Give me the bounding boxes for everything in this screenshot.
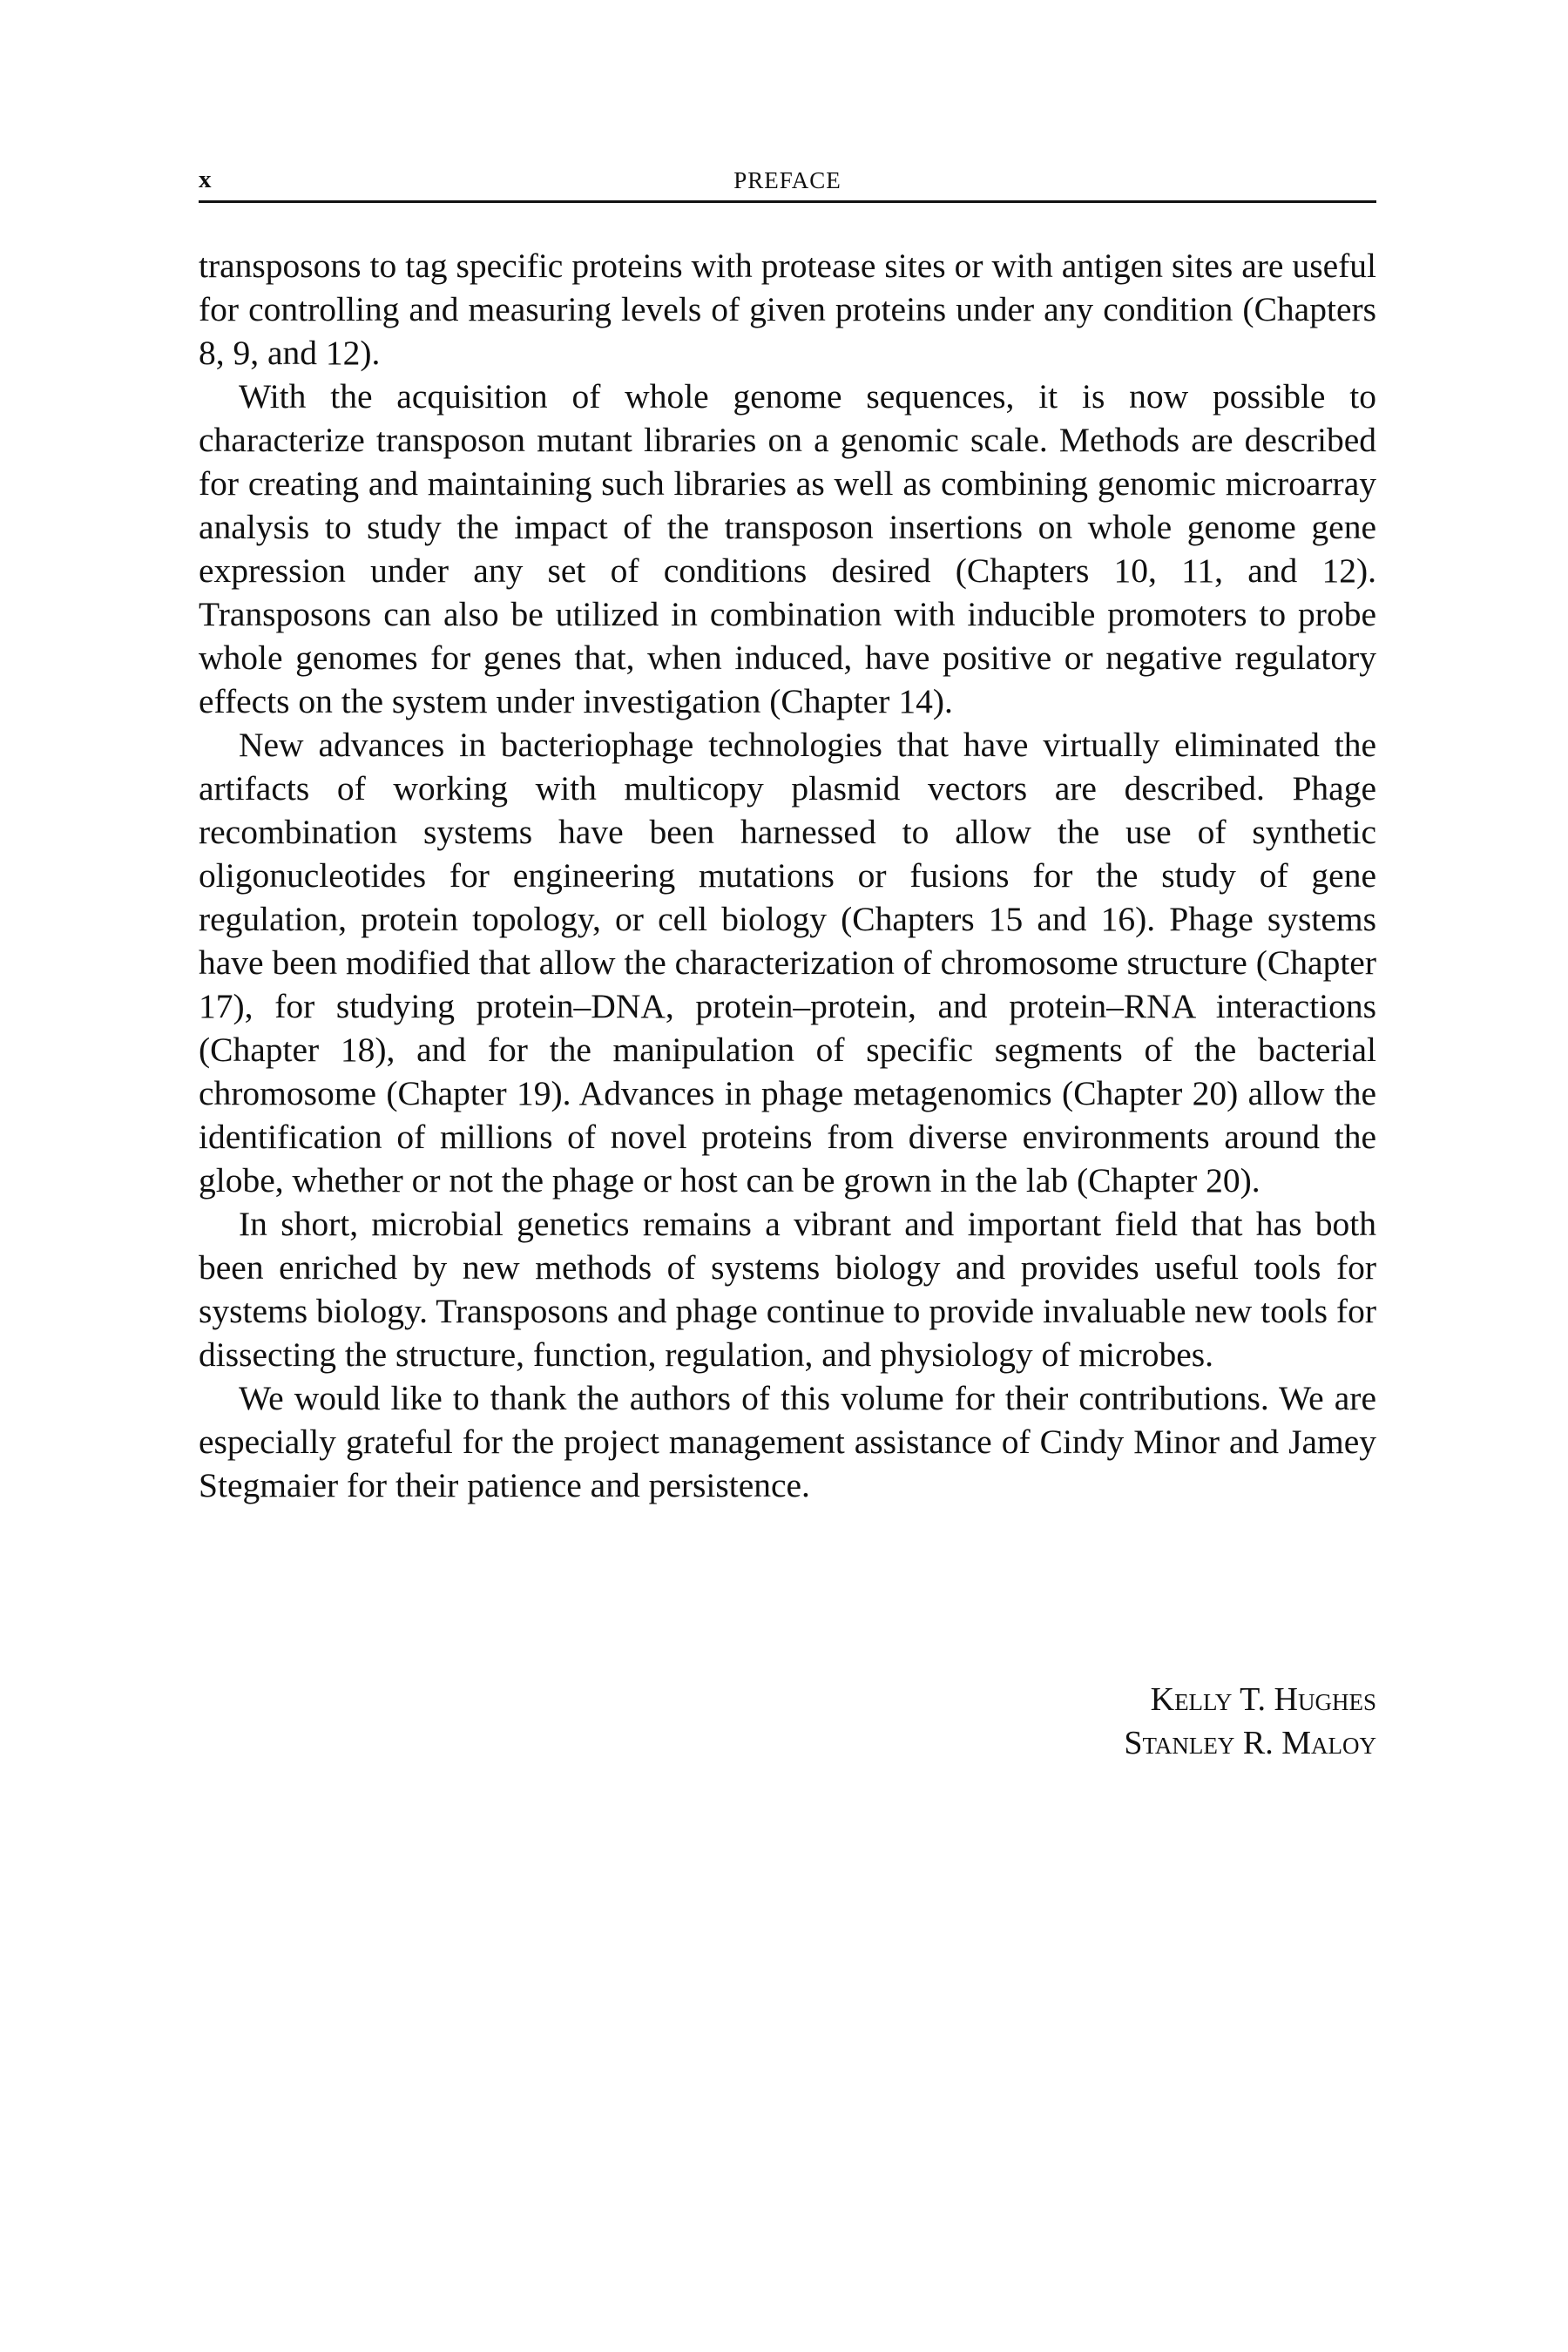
running-title: PREFACE bbox=[733, 167, 841, 193]
paragraph-genome-sequences: With the acquisition of whole genome sequences, it is now possible to characterize transposon mutant libraries on a genomic scale. Methods are described for creating and maintaining such libraries as well as combining genomic microarray analysis to study the impact of the transposon insertions on whole genome gene expression under any set of conditions desired (Chapters 10, 11, and 12). Transposons can also be utilized in combination with inducible promoters to probe whole genomes for genes that, when induced, have positive or negative regulatory effects on the system under investigation (Chapter 14). bbox=[199, 377, 1376, 720]
preface-body bbox=[199, 244, 1376, 1507]
author-signatures bbox=[1124, 1678, 1376, 1765]
author-name: Stanley R. Maloy bbox=[1124, 1725, 1376, 1761]
running-head bbox=[199, 160, 1376, 203]
paragraph-acknowledgements: We would like to thank the authors of this volume for their contributions. We are especially grateful for the project management assistance of Cindy Minor and Jamey Stegmaier for their patience and persistence. bbox=[199, 1379, 1376, 1504]
paragraph-summary: In short, microbial genetics remains a vibrant and important field that has both been enriched by new methods of systems biology and provides useful tools for systems biology. Transposons and phage continue to provide invaluable new tools for dissecting the structure, function, regulation, and physiology of microbes. bbox=[199, 1205, 1376, 1374]
page-number: x bbox=[199, 166, 212, 193]
author-name: Kelly T. Hughes bbox=[1150, 1681, 1376, 1718]
paragraph-bacteriophage: New advances in bacteriophage technologies that have virtually eliminated the artifacts of working with multicopy plasmid vectors are described. Phage recombination systems have been harnessed to allow the use of synthetic oligonucleotides for engineering mutations or fusions for the study of gene regulation, protein topology, or cell biology (Chapters 15 and 16). Phage systems have been modified that allow the characterization of chromosome structure (Chapter 17), for studying protein–DNA, protein–protein, and protein–RNA interactions (Chapter 18), and for the manipulation of specific segments of the bacterial chromosome (Chapter 19). Advances in phage metagenomics (Chapter 20) allow the identification of millions of novel proteins from diverse environments around the globe, whether or not the phage or host can be grown in the lab (Chapter 20). bbox=[199, 726, 1376, 1200]
paragraph-continued: transposons to tag specific proteins with protease sites or with antigen sites are useful for controlling and measuring levels of given proteins under any condition (Chapters 8, 9, and 12). bbox=[199, 247, 1376, 372]
